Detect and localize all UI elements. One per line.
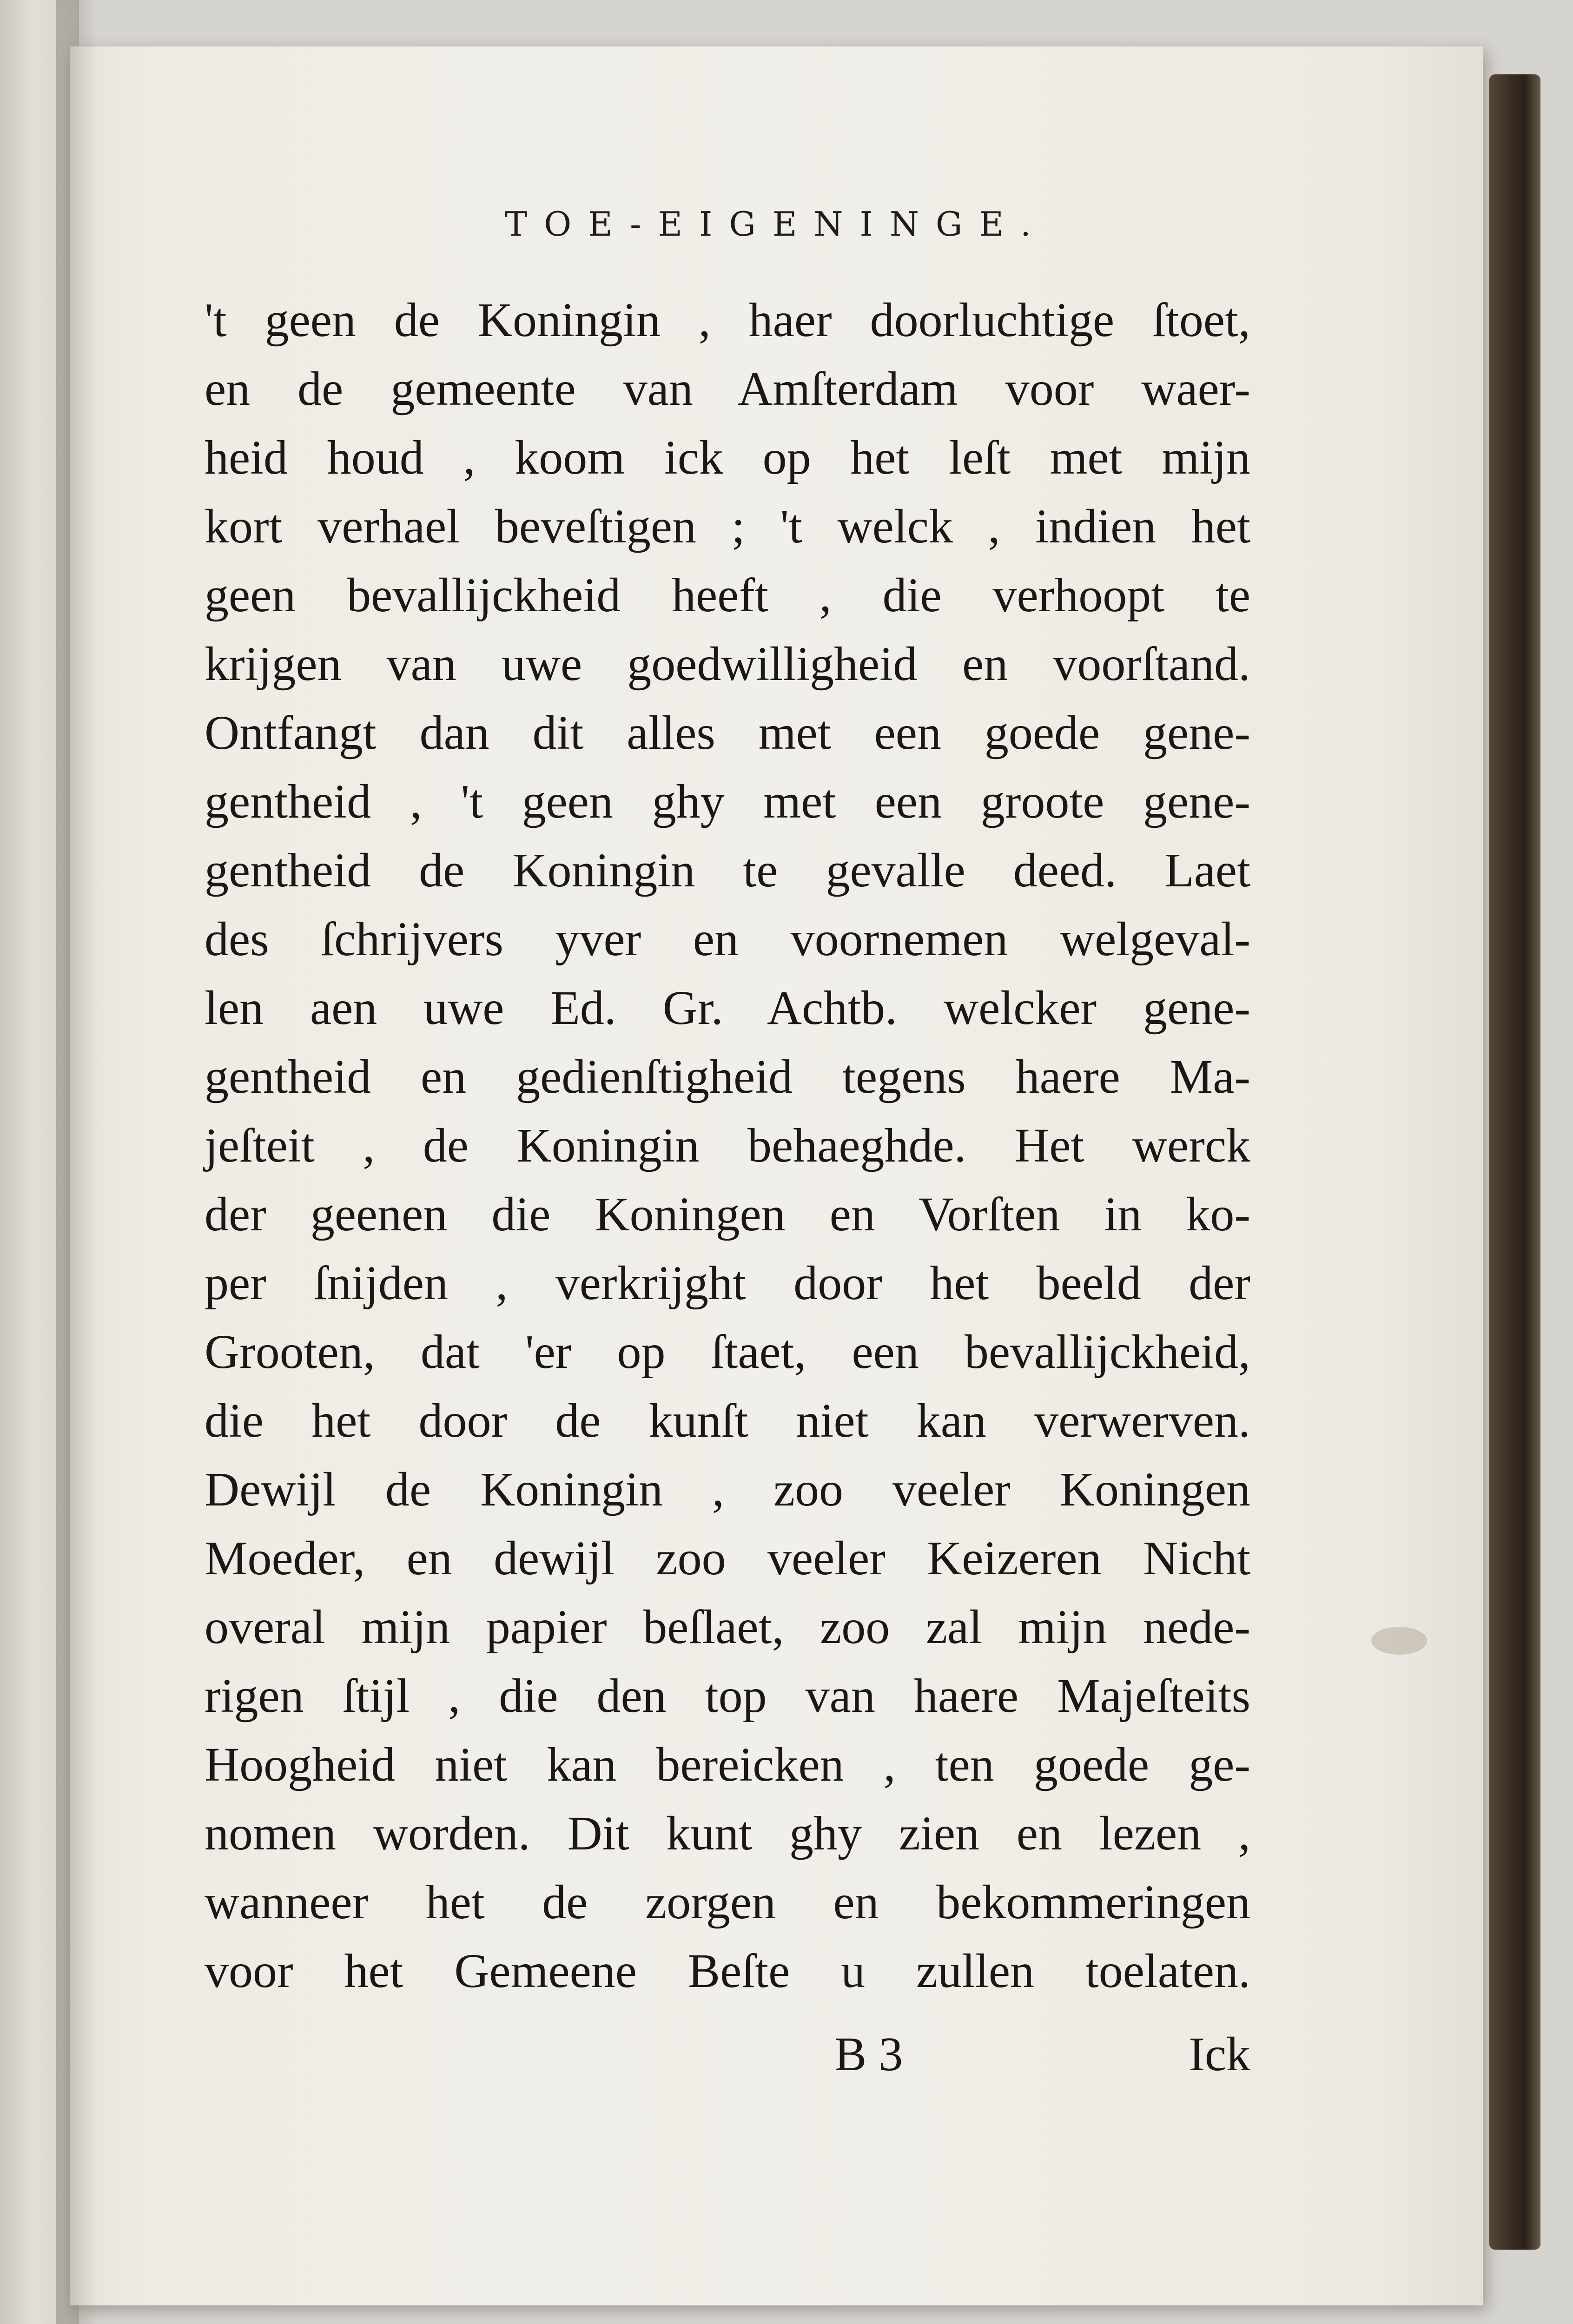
text-line: nomen worden. Dit kunt ghy zien en lezen , — [205, 1807, 1250, 1860]
text-line: len aen uwe Ed. Gr. Achtb. welcker gene- — [205, 981, 1250, 1035]
text-line: wanneer het de zorgen en bekommeringen — [205, 1875, 1250, 1929]
text-line: Hoogheid niet kan bereicken , ten goede ge- — [205, 1738, 1250, 1791]
text-line: kort verhael beveſtigen ; 't welck , indien het — [205, 500, 1250, 553]
text-line: overal mijn papier beſlaet, zoo zal mijn nede- — [205, 1600, 1250, 1654]
text-line: voor het Gemeene Beſte u zullen toelaten. — [205, 1944, 1250, 1998]
gutter-shadow — [56, 0, 98, 2324]
body-text — [205, 286, 1250, 2006]
text-line: die het door de kunſt niet kan verwerven. — [205, 1394, 1250, 1447]
text-line: per ſnijden , verkrijght door het beeld der — [205, 1256, 1250, 1310]
text-line: der geenen die Koningen en Vorſten in ko- — [205, 1188, 1250, 1241]
text-line: geen bevallijckheid heeft , die verhoopt te — [205, 568, 1250, 622]
text-line: en de gemeente van Amſterdam voor waer- — [205, 362, 1250, 416]
text-line: gentheid de Koningin te gevalle deed. Laet — [205, 844, 1250, 897]
running-head: TOE-EIGENINGE. — [505, 205, 1048, 244]
text-line: Moeder, en dewijl zoo veeler Keizeren Nicht — [205, 1532, 1250, 1585]
signature-mark: B 3 — [834, 2027, 903, 2081]
text-line: rigen ſtijl , die den top van haere Majeſteits — [205, 1669, 1250, 1723]
text-line: jeſteit , de Koningin behaeghde. Het werck — [205, 1119, 1250, 1172]
page-footer — [205, 2027, 1250, 2095]
text-line: heid houd , koom ick op het leſt met mijn — [205, 431, 1250, 484]
catchword: Ick — [1189, 2027, 1250, 2081]
book-cover-edge — [1489, 74, 1540, 2250]
text-line: des ſchrijvers yver en voornemen welgeval- — [205, 912, 1250, 966]
text-line: Ontfangt dan dit alles met een goede gene- — [205, 706, 1250, 759]
text-line: krijgen van uwe goedwilligheid en voorſtand. — [205, 637, 1250, 691]
text-line: 't geen de Koningin , haer doorluchtige ſtoet, — [205, 293, 1250, 347]
text-line: gentheid en gedienſtigheid tegens haere Ma- — [205, 1050, 1250, 1103]
text-line: gentheid , 't geen ghy met een groote gene- — [205, 775, 1250, 828]
text-line: Dewijl de Koningin , zoo veeler Koningen — [205, 1463, 1250, 1516]
paper-stain — [1371, 1627, 1427, 1655]
text-line: Grooten, dat 'er op ſtaet, een bevallijckheid, — [205, 1325, 1250, 1379]
book-page — [70, 46, 1483, 2305]
